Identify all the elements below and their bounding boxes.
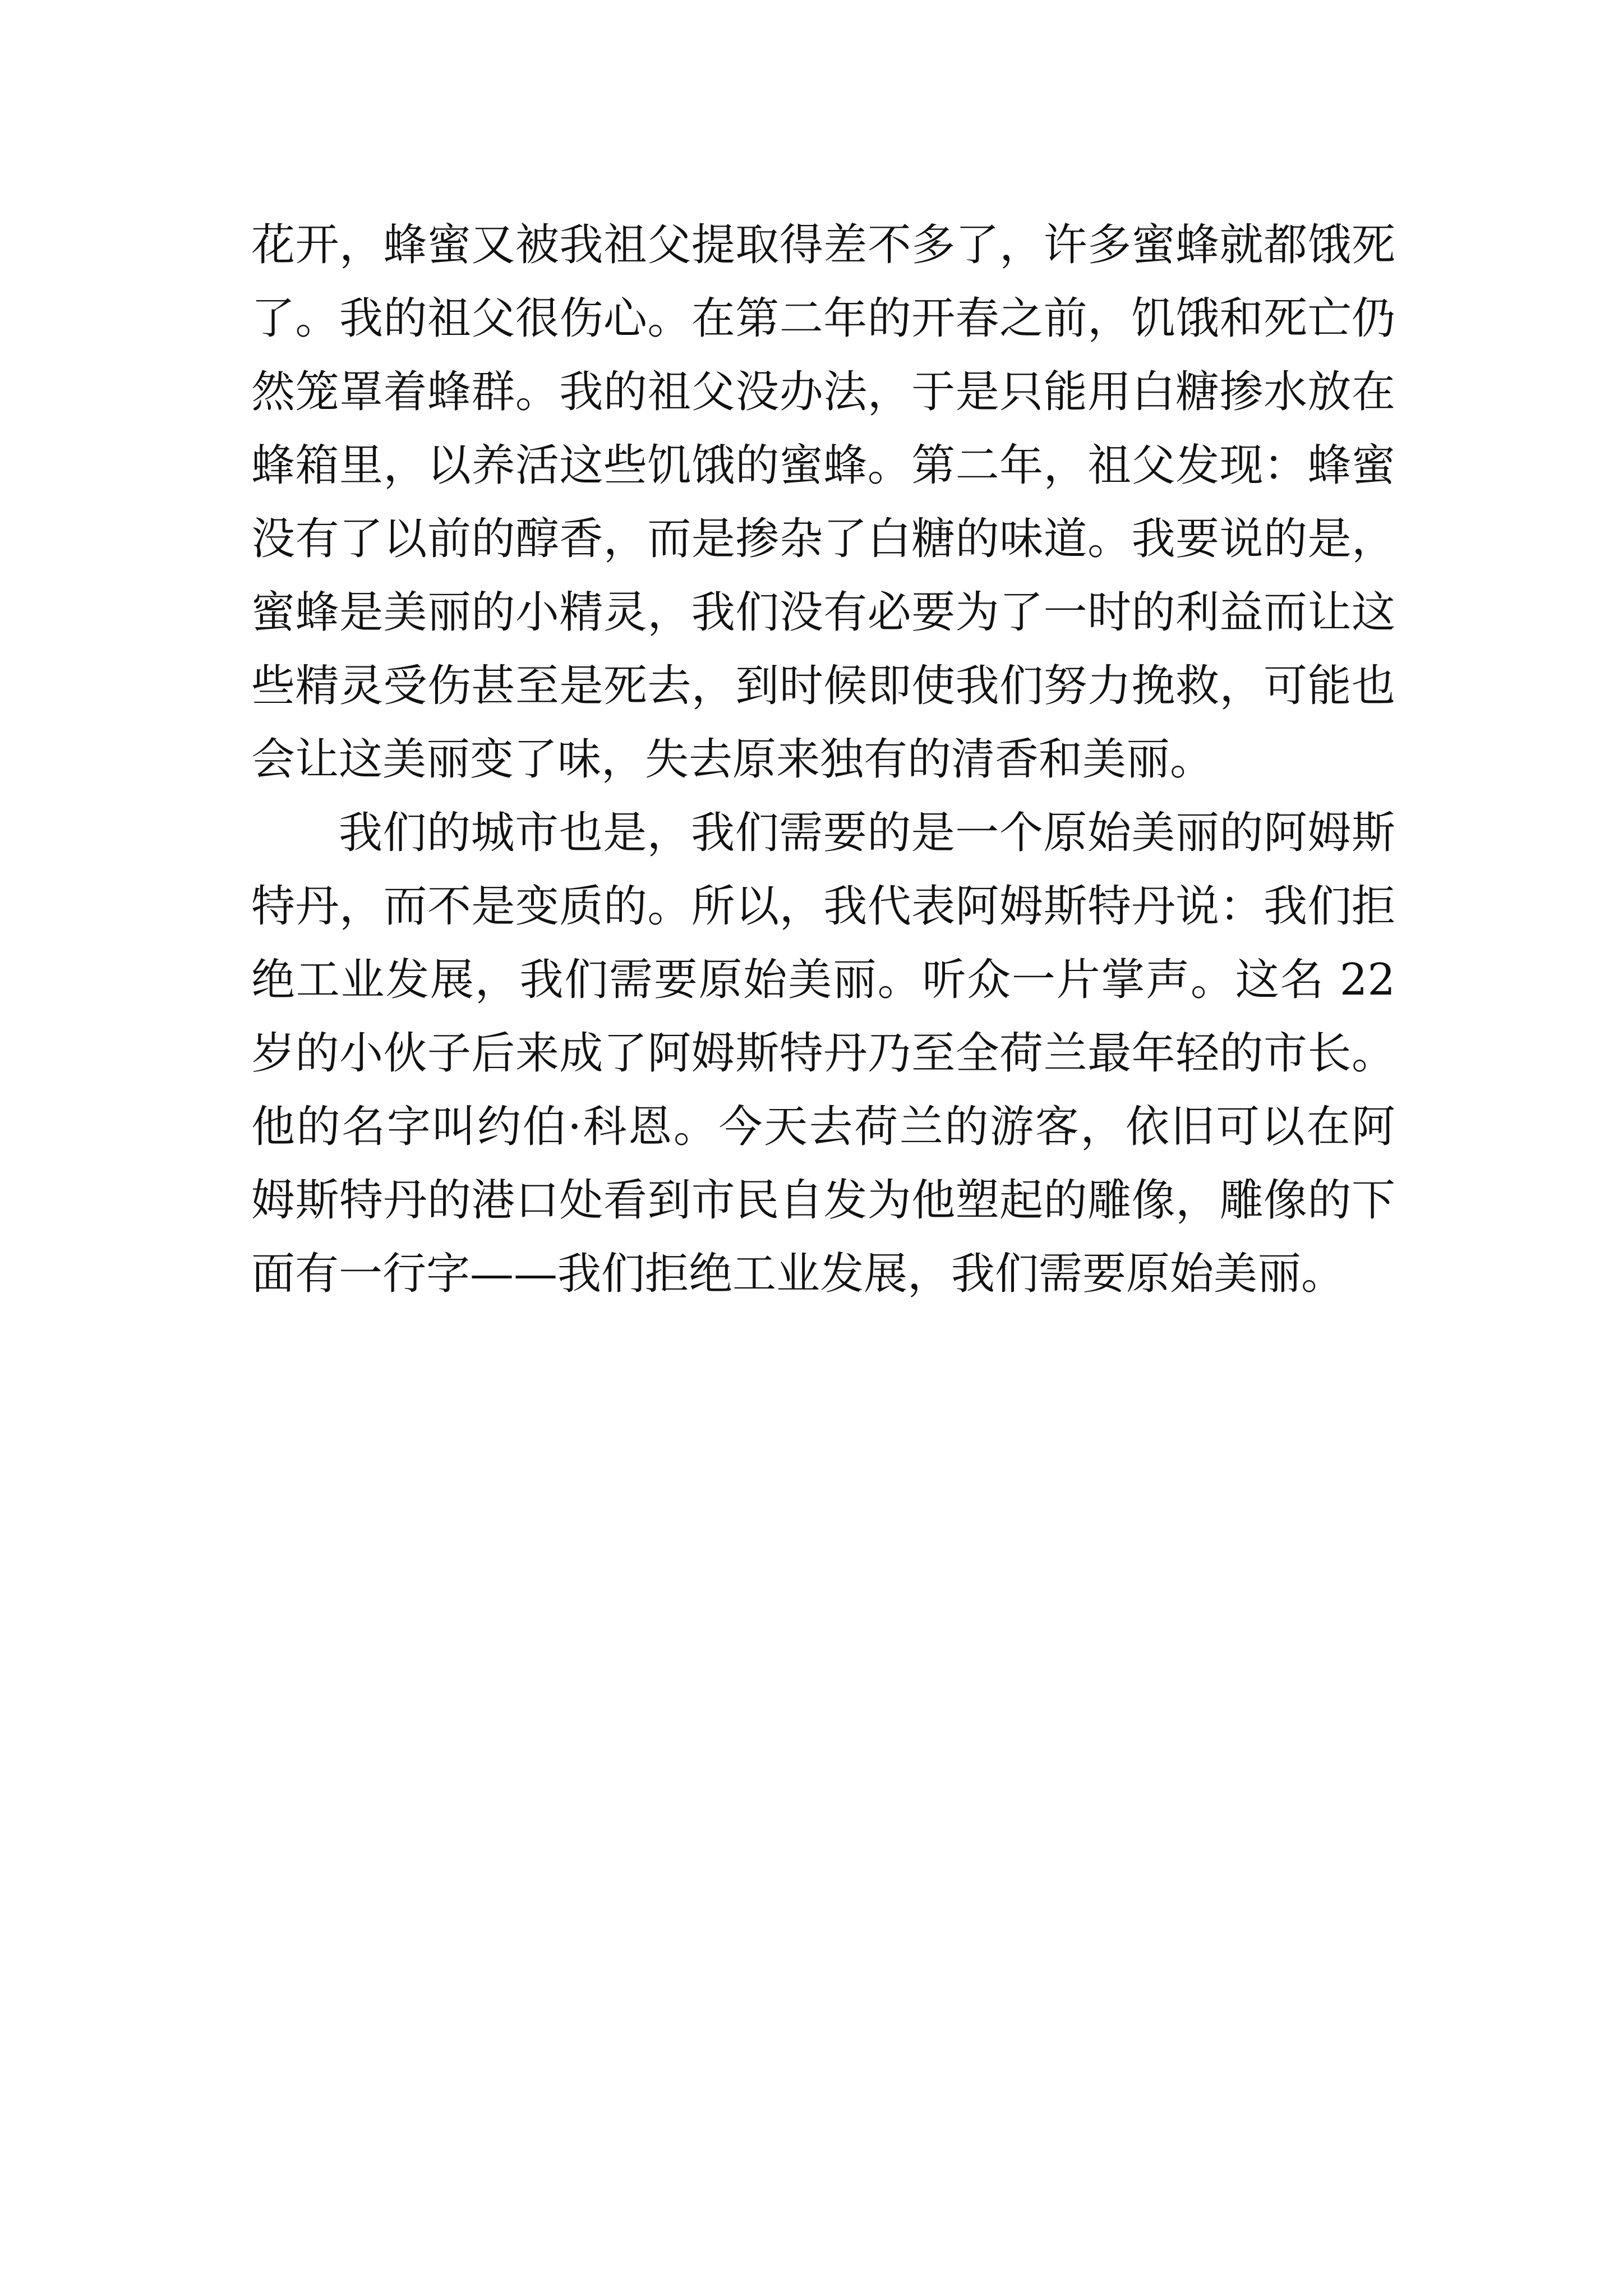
paragraph-1 <box>251 209 1395 797</box>
body-text <box>251 209 1395 1311</box>
paragraph-2-line-3: 绝工业发展，我们需要原始美丽。听众一片掌声。这名 22 <box>251 955 1395 1005</box>
paragraph-2-line-1: 我们的城市也是，我们需要的是一个原始美丽的阿姆斯 <box>339 808 1395 858</box>
paragraph-1-line-3: 然笼罩着蜂群。我的祖父没办法，于是只能用白糖掺水放在 <box>251 367 1395 417</box>
paragraph-1-line-1: 花开，蜂蜜又被我祖父提取得差不多了，许多蜜蜂就都饿死 <box>251 220 1395 270</box>
paragraph-1-line-7: 些精灵受伤甚至是死去，到时候即使我们努力挽救，可能也 <box>251 661 1395 711</box>
paragraph-1-line-2: 了。我的祖父很伤心。在第二年的开春之前，饥饿和死亡仍 <box>251 293 1395 344</box>
paragraph-2 <box>251 797 1395 1311</box>
paragraph-1-line-4: 蜂箱里，以养活这些饥饿的蜜蜂。第二年，祖父发现：蜂蜜 <box>251 440 1395 491</box>
paragraph-1-line-8: 会让这美丽变了味，失去原来独有的清香和美丽。 <box>251 734 1214 785</box>
paragraph-1-line-6: 蜜蜂是美丽的小精灵，我们没有必要为了一时的利益而让这 <box>251 587 1395 638</box>
paragraph-1-line-5: 没有了以前的醇香，而是掺杂了白糖的味道。我要说的是， <box>251 514 1395 564</box>
paragraph-2-line-2: 特丹，而不是变质的。所以，我代表阿姆斯特丹说：我们拒 <box>251 881 1395 932</box>
paragraph-2-line-4: 岁的小伙子后来成了阿姆斯特丹乃至全荷兰最年轻的市长。 <box>251 1028 1395 1079</box>
paragraph-2-line-6: 姆斯特丹的港口处看到市民自发为他塑起的雕像，雕像的下 <box>251 1175 1395 1226</box>
paragraph-2-line-7: 面有一行字——我们拒绝工业发展，我们需要原始美丽。 <box>251 1249 1345 1299</box>
paragraph-2-line-5: 他的名字叫约伯·科恩。今天去荷兰的游客，依旧可以在阿 <box>251 1102 1395 1152</box>
